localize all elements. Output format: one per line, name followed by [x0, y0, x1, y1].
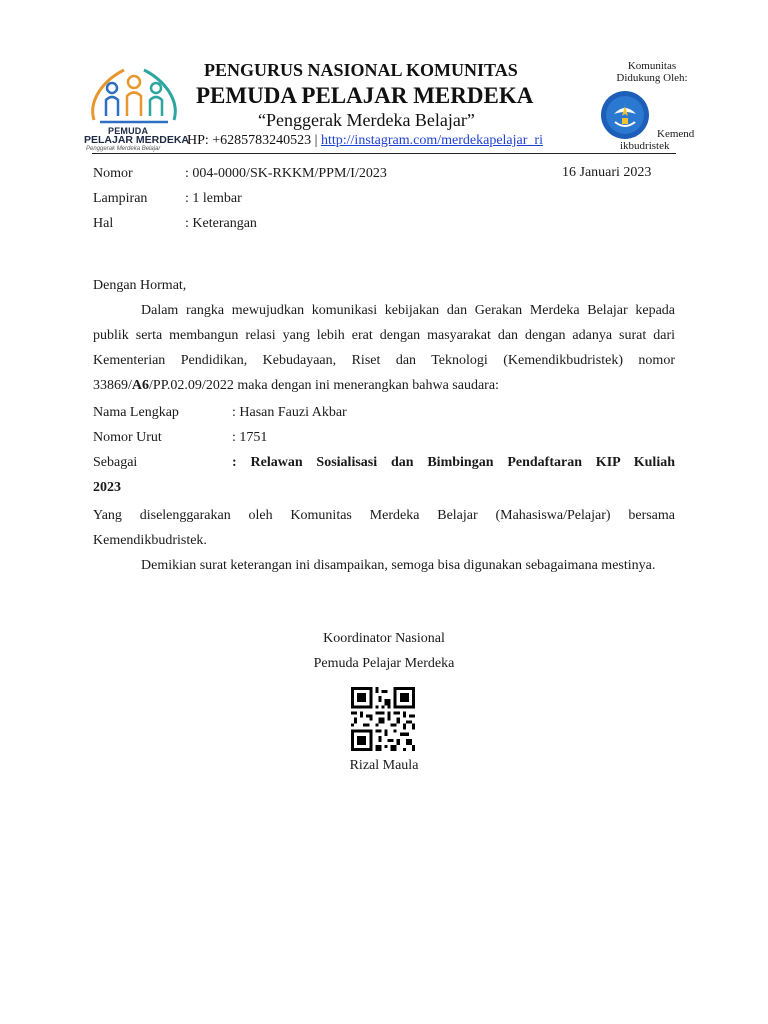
header-contact — [187, 133, 543, 149]
tut-wuri-emblem-icon — [600, 90, 650, 140]
nomor-value: : 004-0000/SK-RKKM/PPM/I/2023 — [185, 166, 387, 181]
signature-name: Rizal Maula — [349, 758, 419, 773]
hal-value: : Keterangan — [185, 216, 257, 231]
kemend-text-2: ikbudristek — [620, 140, 670, 152]
sebagai-value: : Relawan Sosialisasi dan Bimbingan Pendaftaran KIP Kuliah — [232, 455, 675, 470]
paragraph-closing: Demikian surat keterangan ini disampaikan, semoga bisa digunakan sebagaimana mestinya. — [141, 558, 656, 573]
nama-value: : Hasan Fauzi Akbar — [232, 405, 347, 420]
qr-code-icon — [350, 687, 416, 751]
greeting: Dengan Hormat, — [93, 278, 187, 293]
urut-label: Nomor Urut — [93, 430, 162, 445]
hal-label: Hal — [93, 216, 114, 231]
signature-title: Koordinator Nasional — [323, 631, 445, 646]
logo-text-pelajar-merdeka: PELAJAR MERDEKA — [84, 134, 190, 146]
logo-tagline: Penggerak Merdeka Belajar — [86, 146, 161, 152]
header-tagline: “Penggerak Merdeka Belajar” — [258, 110, 475, 130]
sebagai-label: Sebagai — [93, 455, 138, 470]
letter-date: 16 Januari 2023 — [562, 165, 652, 180]
paragraph-organizer: Yang diselenggarakan oleh Komunitas Merdeka Belajar (Mahasiswa/Pelajar) bersama Kemendikbudristek. — [93, 508, 675, 548]
paragraph-intro-part1: Dalam rangka mewujudkan komunikasi kebijakan dan Gerakan Merdeka Belajar kepada publik serta membangun relasi yang lebih erat dengan masyarakat dan dengan adanya surat dari Kementerian Pendidikan, Kebudayaan, Riset dan Teknologi (Kemendikbudristek) nomor 33869/ — [93, 303, 675, 393]
paragraph-intro — [93, 298, 675, 398]
tut-wuri-handayani-logo — [600, 90, 650, 140]
lampiran-value: : 1 lembar — [185, 191, 242, 206]
header-divider — [92, 153, 676, 154]
qr-code — [350, 687, 416, 751]
header-org-name: PEMUDA PELAJAR MERDEKA — [196, 83, 534, 108]
paragraph-intro-part2: /PP.02.09/2022 maka dengan ini menerangkan bahwa saudara: — [149, 378, 499, 393]
signature-org: Pemuda Pelajar Merdeka — [313, 656, 455, 671]
lampiran-label: Lampiran — [93, 191, 148, 206]
people-group-icon — [84, 60, 184, 130]
header-line1: PENGURUS NASIONAL KOMUNITAS — [204, 60, 518, 80]
urut-value: : 1751 — [232, 430, 268, 445]
supported-by-label: Komunitas Didukung Oleh: — [616, 60, 688, 84]
nama-label: Nama Lengkap — [93, 405, 179, 420]
logo-text-pemuda: PEMUDA — [108, 126, 149, 136]
paragraph-intro-bold: A6 — [131, 378, 150, 393]
contact-phone: HP: +6285783240523 | — [187, 133, 321, 148]
kemend-text-1: Kemend — [657, 128, 695, 140]
sebagai-year: 2023 — [93, 480, 121, 495]
instagram-link[interactable]: http://instagram.com/merdekapelajar_ri — [320, 133, 543, 148]
nomor-label: Nomor — [93, 166, 133, 181]
